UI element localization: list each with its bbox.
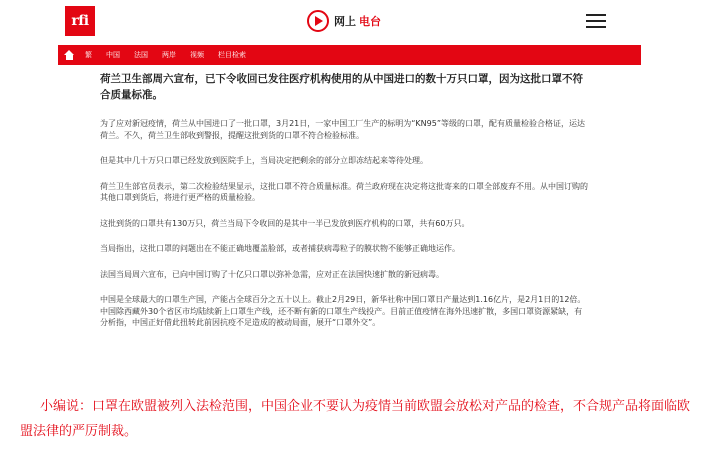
article-title: 荷兰卫生部周六宣布，已下令收回已发往医疗机构使用的从中国进口的数十万只口罩，因为这批口罩不符合质量标准。 [100,73,583,101]
rfi-logo[interactable] [65,6,95,36]
live-label: 网上 [334,15,356,28]
article-body [100,69,588,329]
nav-bar [58,45,641,65]
article-paragraph: 这批到货的口罩共有130万只，荷兰当局下令收回的是其中一半已发放到医疗机构的口罩，共有60万只。 [100,218,470,228]
article-paragraph: 但是其中几十万只口罩已经发放到医院手上，当局决定把剩余的部分立即冻结起来等待处理。 [100,156,428,165]
nav-item-program-search[interactable]: 栏目检索 [218,51,246,59]
live-radio-link[interactable] [307,10,381,32]
article-paragraph: 荷兰卫生部官员表示，第二次检验结果显示，这批口罩不符合质量标准。荷兰政府现在决定将这批寄来的口罩全部废弃不用。从中国订购的其他口罩到货后，将进行更严格的质量检验。 [100,181,588,202]
live-accent-label: 电台 [359,15,381,28]
article-paragraph: 为了应对新冠疫情，荷兰从中国进口了一批口罩，3月21日，一家中国工厂生产的标明为“KN95”等级的口罩，配有质量检验合格证，运达荷兰。不久，荷兰卫生部收到警报，提醒这批到货的口罩不符合检验标准。 [100,119,585,140]
nav-item-traditional[interactable]: 繁 [85,51,92,59]
article-paragraph: 中国是全球最大的口罩生产国，产能占全球百分之五十以上。截止2月29日，新华社称中国口罩日产量达到1.16亿片，是2月1日的12倍。中国除西藏外30个省区市均陆续新上口罩生产线，还不断有新的口罩生产线投产。目前正值疫情在海外迅速扩散，多国口罩资源紧缺，有分析指，中国正好借此扭转此前因抗疫不足造成的被动局面，展开“口罩外交”。 [100,295,586,327]
editor-note: 小编说：口罩在欧盟被列入法检范围，中国企业不要认为疫情当前欧盟会放松对产品的检查，不合规产品将面临欧盟法律的严厉制裁。 [20,399,691,439]
play-icon [307,10,329,32]
nav-item-france[interactable]: 法国 [134,51,148,59]
menu-icon[interactable] [586,14,606,28]
logo-text: rfi [71,13,89,29]
home-icon[interactable] [64,50,75,60]
nav-item-cross-strait[interactable]: 两岸 [162,51,176,59]
article-paragraph: 当局指出，这批口罩的问题出在不能正确地覆盖脸部，或者捕获病毒粒子的膜状物不能够正确地运作。 [100,244,460,253]
article-paragraph: 法国当局周六宣布，已向中国订购了十亿只口罩以弥补急需，应对正在法国快速扩散的新冠病毒。 [100,269,444,279]
site-header [0,0,712,44]
nav-item-video[interactable]: 视频 [190,51,204,59]
nav-item-china[interactable]: 中国 [106,51,120,59]
